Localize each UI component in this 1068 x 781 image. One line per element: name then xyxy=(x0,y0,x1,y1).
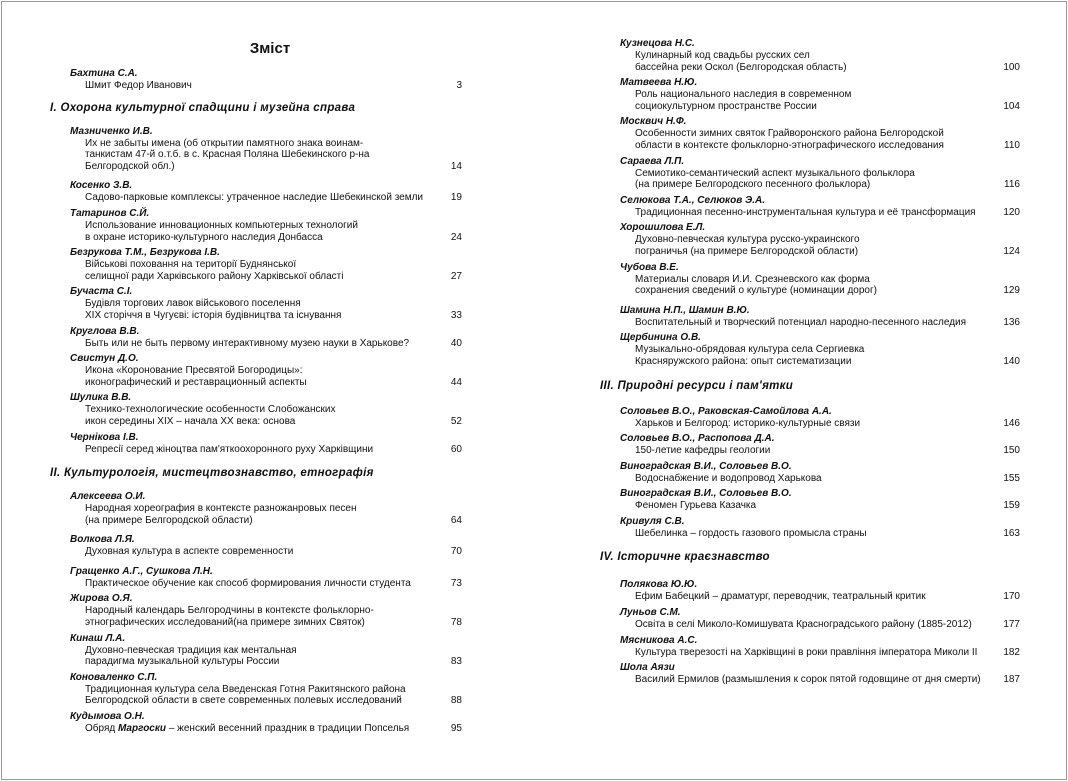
entry-page-number: 104 xyxy=(1003,100,1020,112)
toc-entry[interactable] xyxy=(600,433,1020,457)
entry-title-line: Народный календарь Белгородчины в контексте фольклорно- xyxy=(85,605,374,617)
entry-title xyxy=(600,591,1020,603)
toc-entry[interactable] xyxy=(600,222,1020,257)
toc-entry[interactable] xyxy=(600,332,1020,367)
entry-title xyxy=(600,445,1020,457)
entry-author: Мясникова А.С. xyxy=(620,634,698,646)
entry-title-line: Традиционная песенно-инструментальная культура и её трансформация xyxy=(635,206,976,218)
entry-title xyxy=(600,317,1020,329)
entry-title xyxy=(600,473,1020,485)
entry-title xyxy=(600,89,1020,112)
entry-title-line: иконографический и реставрационный аспекты xyxy=(85,376,307,388)
entry-title xyxy=(50,444,462,456)
entry-title xyxy=(50,220,462,243)
entry-title-line: Семиотико-семантический аспект музыкального фольклора xyxy=(635,167,915,179)
entry-title xyxy=(600,207,1020,219)
entry-title-line: XIX сторіччя в Чугуєві: історія будівництва та існування xyxy=(85,309,342,321)
entry-page-number: 3 xyxy=(456,80,462,91)
entry-author: Сараева Л.П. xyxy=(620,155,685,167)
entry-author: Коноваленко С.П. xyxy=(70,671,158,683)
toc-entry[interactable] xyxy=(600,461,1020,485)
entry-author: Виноградская В.И., Соловьев В.О. xyxy=(620,488,792,500)
entry-page-number: 116 xyxy=(1004,179,1020,191)
entry-page-number: 187 xyxy=(1003,674,1020,686)
entry-author: Бучаста С.І. xyxy=(70,286,133,298)
entry-title-line: Красняружского района: опыт систематизации xyxy=(635,355,852,367)
entry-author: Шола Аязи xyxy=(620,662,675,674)
toc-entry[interactable] xyxy=(50,180,462,204)
entry-page-number: 60 xyxy=(450,443,462,455)
entry-page-number: 24 xyxy=(450,231,462,243)
entry-page-number: 110 xyxy=(1004,139,1020,151)
entry-author: Свистун Д.О. xyxy=(70,353,139,365)
entry-title xyxy=(600,647,1020,659)
toc-entry[interactable] xyxy=(50,633,462,668)
entry-author: Волкова Л.Я. xyxy=(70,534,135,546)
entry-page-number: 155 xyxy=(1003,472,1020,484)
entry-title-line: Духовно-певческая культура русско-украинского xyxy=(635,234,860,246)
entry-title-line: этнографических исследований(на примере зимних Святок) xyxy=(85,617,365,629)
entry-page-number: 78 xyxy=(450,617,462,629)
entry-title-line: Технико-технологические особенности Слобожанских xyxy=(85,404,336,416)
entry-page-number: 70 xyxy=(450,546,462,558)
entry-page-number: 182 xyxy=(1003,646,1020,658)
entry-title-line: Шебелинка – гордость газового промысла страны xyxy=(635,527,867,539)
entry-title-line: Військові поховання на території Буднянської xyxy=(85,259,297,271)
entry-page-number: 88 xyxy=(450,695,462,707)
entry-author: Гращенко А.Г., Сушкова Л.Н. xyxy=(70,565,213,577)
entry-page-number: 159 xyxy=(1003,500,1020,512)
entry-title xyxy=(50,578,462,590)
entry-title xyxy=(50,80,462,92)
entry-title xyxy=(50,338,462,350)
toc-entry[interactable] xyxy=(50,491,462,526)
entry-title-line: области в контексте фольклорно-этнографического исследования xyxy=(635,139,944,151)
entry-page-number: 170 xyxy=(1003,591,1020,603)
entry-title-line: Музыкально-обрядовая культура села Сергиевка xyxy=(635,344,865,356)
entry-page-number: 19 xyxy=(450,192,462,204)
toc-entry[interactable] xyxy=(50,247,462,282)
entry-title-line: Ефим Бабецкий – драматург, переводчик, театральный критик xyxy=(635,591,926,603)
entry-title xyxy=(600,274,1020,297)
entry-title xyxy=(50,298,462,321)
entry-author: Кудымова О.Н. xyxy=(70,711,145,723)
entry-page-number: 163 xyxy=(1003,527,1020,539)
entry-author: Кузнецова Н.С. xyxy=(620,38,695,49)
entry-page-number: 44 xyxy=(450,376,462,388)
entry-author: Шулика В.В. xyxy=(70,392,132,404)
entry-title-line: Использование инновационных компьютерных технологий xyxy=(85,219,358,231)
entry-title-line: Их не забыты имена (об открытии памятного знака воинам- xyxy=(85,137,364,149)
entry-title xyxy=(600,128,1020,151)
section-heading: II. Культурологія, мистецтвознавство, етнографія xyxy=(50,467,374,480)
entry-title xyxy=(50,138,462,173)
toc-entry[interactable] xyxy=(50,432,462,456)
entry-title-line: пограничья (на примере Белгородской области) xyxy=(635,245,859,257)
entry-title-line: танкистам 47-й о.т.б. в с. Красная Поляна Шебекинского р-на xyxy=(85,149,370,161)
entry-author: Косенко З.В. xyxy=(70,180,133,192)
entry-author: Шамина Н.П., Шамин В.Ю. xyxy=(620,304,750,316)
entry-title-line: Икона «Коронование Пресвятой Богородицы»: xyxy=(85,365,303,377)
entry-title xyxy=(600,500,1020,512)
entry-title-line: Шмит Федор Иванович xyxy=(85,80,192,91)
toc-entry[interactable] xyxy=(600,305,1020,329)
entry-title xyxy=(50,259,462,282)
entry-author: Полякова Ю.Ю. xyxy=(620,579,698,591)
entry-title-line: Воспитательный и творческий потенциал народно-песенного наследия xyxy=(635,316,967,328)
entry-title-line: икон середины XIX – начала XX века: основа xyxy=(85,415,296,427)
toc-right-column xyxy=(600,38,1020,686)
entry-title-line: в охране историко-культурного наследия Донбасса xyxy=(85,231,323,243)
entry-title xyxy=(600,50,1020,73)
entry-author: Хорошилова Е.Л. xyxy=(620,222,706,234)
entry-page-number: 140 xyxy=(1003,355,1020,367)
entry-title xyxy=(600,234,1020,257)
entry-page-number: 64 xyxy=(450,514,462,526)
entry-author: Кривуля С.В. xyxy=(620,515,685,527)
entry-title xyxy=(50,645,462,668)
entry-title-line: Духовная культура в аспекте современности xyxy=(85,546,294,558)
entry-page-number: 14 xyxy=(450,160,462,172)
toc-entry[interactable] xyxy=(50,534,462,558)
toc-entry[interactable] xyxy=(600,406,1020,430)
entry-title xyxy=(50,503,462,526)
entry-page-number: 100 xyxy=(1003,61,1020,73)
entry-author: Бахтина С.А. xyxy=(70,68,138,79)
toc-entry[interactable] xyxy=(50,286,462,321)
entry-author: Виноградская В.И., Соловьев В.О. xyxy=(620,460,792,472)
section-heading: I. Охорона культурної спадщини і музейна справа xyxy=(50,101,356,114)
entry-title-line: Водоснабжение и водопровод Харькова xyxy=(635,472,822,484)
entry-title xyxy=(600,418,1020,430)
entry-page-number: 83 xyxy=(450,656,462,668)
entry-title-line: Обряд Маргоски – женский весенний праздник в традиции Попселья xyxy=(85,723,410,735)
entry-title-line: (на примере Белгородского песенного фольклора) xyxy=(635,179,871,191)
entry-title-line: Роль национального наследия в современном xyxy=(635,89,852,101)
toc-entry[interactable] xyxy=(50,353,462,388)
toc-entry[interactable] xyxy=(50,392,462,427)
emphasized-term: Маргоски xyxy=(117,723,167,735)
entry-title xyxy=(600,619,1020,631)
entry-author: Луньов С.М. xyxy=(620,607,681,619)
toc-entry[interactable] xyxy=(50,711,462,735)
entry-title-line: 150-летие кафедры геологии xyxy=(635,445,771,457)
entry-title-line: Харьков и Белгород: историко-культурные связи xyxy=(635,417,861,429)
page-title: Зміст xyxy=(249,40,291,57)
toc-entry[interactable] xyxy=(50,126,462,173)
toc-entry[interactable] xyxy=(50,208,462,243)
entry-title xyxy=(50,365,462,388)
entry-author: Соловьев В.О., Распопова Д.А. xyxy=(620,433,775,445)
entry-title-line: Освіта в селі Миколо-Комишувата Красноградського району (1885-2012) xyxy=(635,619,972,631)
toc-entry[interactable] xyxy=(600,262,1020,297)
entry-title-line: Духовно-певческая традиция как ментальная xyxy=(85,644,297,656)
entry-title-line: парадигма музыкальной культуры России xyxy=(85,656,280,668)
toc-entry[interactable] xyxy=(600,579,1020,603)
toc-entry[interactable] xyxy=(50,672,462,707)
entry-title-line: Белгородской области в свете современных полевых исследований xyxy=(85,695,402,707)
toc-entry[interactable] xyxy=(600,516,1020,540)
section-heading: III. Природні ресурси і пам'ятки xyxy=(600,379,794,392)
entry-author: Москвич Н.Ф. xyxy=(620,116,687,128)
entry-title xyxy=(600,344,1020,367)
entry-author: Круглова В.В. xyxy=(70,325,140,337)
section-heading: IV. Історичне краєзнавство xyxy=(600,551,770,564)
entry-title-line: социокультурном пространстве России xyxy=(635,100,817,112)
entry-title-line: (на примере Белгородской области) xyxy=(85,514,253,526)
entry-title-line: сохранения сведений о культуре (номинации дорог) xyxy=(635,285,877,297)
toc-entry[interactable] xyxy=(50,68,462,92)
toc-entry[interactable] xyxy=(600,662,1020,686)
entry-title xyxy=(50,404,462,427)
entry-title-line: Практическое обучение как способ формирования личности студента xyxy=(85,577,411,589)
entry-title-line: Культура тверезості на Харківщині в роки правління імператора Миколи II xyxy=(635,646,978,658)
entry-title xyxy=(50,684,462,707)
entry-title xyxy=(50,723,462,735)
entry-page-number: 129 xyxy=(1003,285,1020,297)
entry-author: Щербинина О.В. xyxy=(620,332,701,344)
entry-page-number: 33 xyxy=(450,309,462,321)
entry-page-number: 136 xyxy=(1003,316,1020,328)
entry-author: Алексеева О.И. xyxy=(70,491,146,503)
entry-title-line: Кулинарный код свадьбы русских сел xyxy=(635,50,810,61)
entry-author: Селюкова Т.А., Селюков Э.А. xyxy=(620,194,765,206)
toc-entry[interactable] xyxy=(600,635,1020,659)
entry-author: Татаринов С.Й. xyxy=(70,207,150,219)
entry-title xyxy=(600,674,1020,686)
entry-page-number: 27 xyxy=(450,270,462,282)
entry-author: Матвеева Н.Ю. xyxy=(620,77,698,89)
entry-author: Кинаш Л.А. xyxy=(70,632,126,644)
toc-entry[interactable] xyxy=(600,77,1020,112)
toc-entry[interactable] xyxy=(600,156,1020,191)
entry-page-number: 95 xyxy=(450,723,462,735)
entry-title xyxy=(50,546,462,558)
toc-left-column xyxy=(50,38,462,735)
entry-page-number: 120 xyxy=(1003,206,1020,218)
entry-author: Жирова О.Я. xyxy=(70,593,133,605)
toc-entry[interactable] xyxy=(50,326,462,350)
toc-entry[interactable] xyxy=(50,593,462,628)
toc-entry[interactable] xyxy=(600,38,1020,73)
entry-title-line: Народная хореография в контексте разножанровых песен xyxy=(85,503,357,515)
toc-entry[interactable] xyxy=(600,488,1020,512)
toc-entry[interactable] xyxy=(600,195,1020,219)
entry-author: Мазниченко И.В. xyxy=(70,125,153,137)
entry-page-number: 52 xyxy=(450,415,462,427)
entry-title-line: Белгородской обл.) xyxy=(85,160,175,172)
toc-entry[interactable] xyxy=(600,607,1020,631)
toc-entry[interactable] xyxy=(50,566,462,590)
entry-title-line: Традиционная культура села Введенская Готня Ракитянского района xyxy=(85,683,406,695)
entry-title-line: Быть или не быть первому интерактивному музею науки в Харькове? xyxy=(85,337,410,349)
entry-author: Чубова В.Е. xyxy=(620,261,679,273)
entry-page-number: 150 xyxy=(1003,445,1020,457)
entry-title-line: Садово-парковые комплексы: утраченное наследие Шебекинской земли xyxy=(85,192,424,204)
toc-entry[interactable] xyxy=(600,116,1020,151)
entry-title-line: селищної ради Харківського району Харківської області xyxy=(85,270,344,282)
entry-author: Соловьев В.О., Раковская-Самойлова А.А. xyxy=(620,405,832,417)
entry-title xyxy=(50,605,462,628)
entry-title xyxy=(600,168,1020,191)
entry-title-line: Особенности зимних святок Грайворонского района Белгородской xyxy=(635,128,944,140)
entry-page-number: 73 xyxy=(450,577,462,589)
entry-page-number: 177 xyxy=(1003,619,1020,631)
entry-title xyxy=(50,192,462,204)
entry-title xyxy=(600,528,1020,540)
entry-author: Безрукова Т.М., Безрукова І.В. xyxy=(70,247,220,259)
entry-title-line: Репресії серед жіноцтва пам'яткоохоронного руху Харківщини xyxy=(85,443,374,455)
entry-title-line: бассейна реки Оскол (Белгородская область) xyxy=(635,61,847,73)
entry-title-line: Материалы словаря И.И. Срезневского как форма xyxy=(635,273,870,285)
entry-author: Чернікова І.В. xyxy=(70,431,139,443)
entry-title-line: Феномен Гурьева Казачка xyxy=(635,500,757,512)
entry-title-line: Василий Ермилов (размышления к сорок пятой годовщине от дня смерти) xyxy=(635,674,981,686)
entry-title-line: Будівля торгових лавок військового поселення xyxy=(85,298,301,310)
entry-page-number: 124 xyxy=(1003,245,1020,257)
entry-page-number: 40 xyxy=(450,337,462,349)
entry-page-number: 146 xyxy=(1003,417,1020,429)
